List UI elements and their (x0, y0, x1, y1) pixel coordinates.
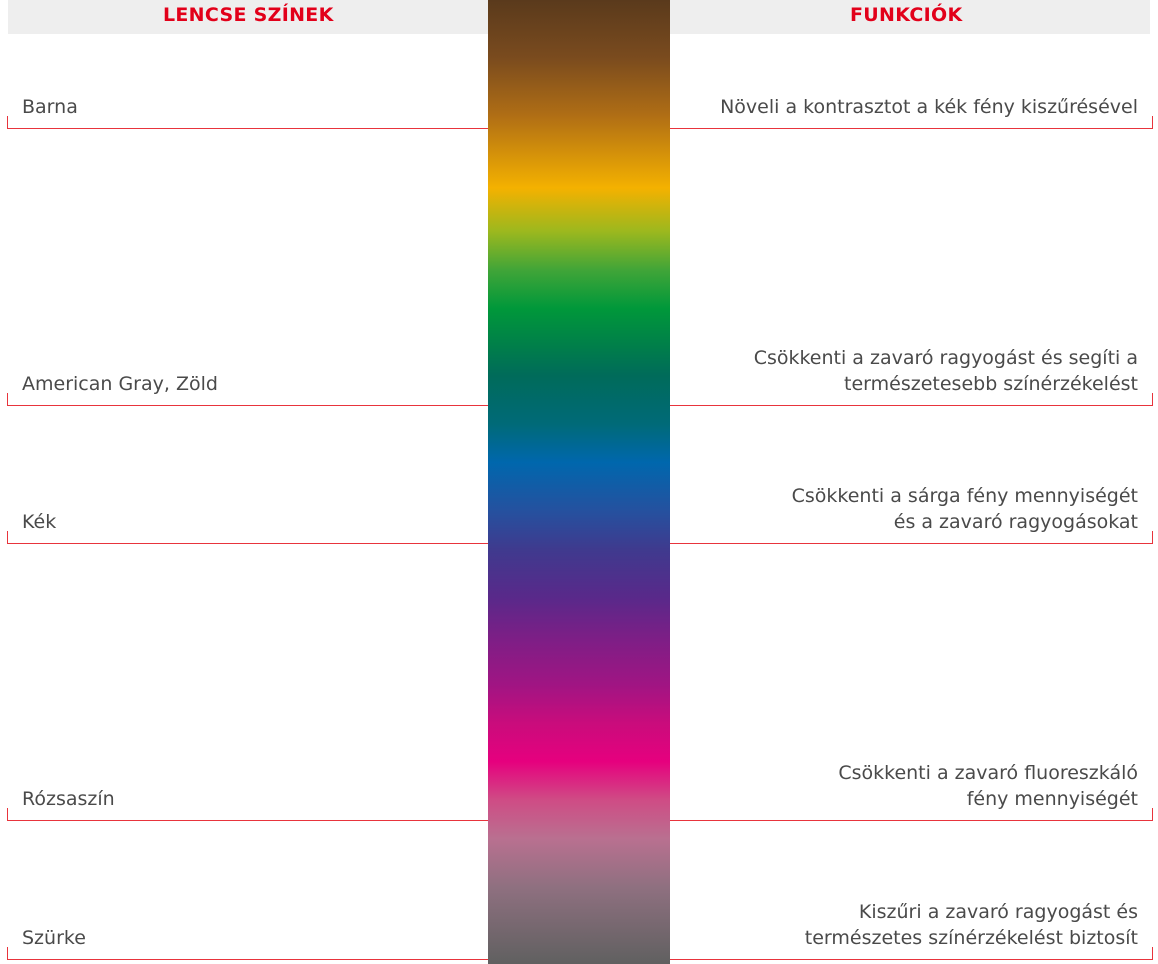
row-line-left (7, 405, 488, 406)
color-spectrum-bar (488, 0, 670, 964)
row-line-right (670, 543, 1153, 544)
row-tick-right (1152, 116, 1153, 128)
row-tick-left (7, 531, 8, 543)
row-tick-left (7, 393, 8, 405)
header-left-bar (8, 0, 488, 34)
lens-colors-heading: LENCSE SZÍNEK (163, 4, 334, 26)
lens-color-label: Rózsaszín (22, 788, 115, 810)
lens-color-label: Szürke (22, 927, 86, 949)
row-tick-left (7, 116, 8, 128)
row-line-right (670, 959, 1153, 960)
row-tick-left (7, 947, 8, 959)
row-line-left (7, 128, 488, 129)
row-tick-right (1152, 808, 1153, 820)
row-line-right (670, 405, 1153, 406)
lens-color-label: Barna (22, 96, 78, 118)
row-tick-right (1152, 947, 1153, 959)
functions-heading: FUNKCIÓK (850, 4, 963, 26)
lens-function-text: Csökkenti a zavaró fluoreszkáló fény mennyiségét (838, 762, 1138, 810)
row-line-left (7, 820, 488, 821)
lens-function-text: Csökkenti a zavaró ragyogást és segíti a természetesebb színérzékelést (753, 347, 1138, 395)
row-line-left (7, 959, 488, 960)
lens-color-label: Kék (22, 511, 57, 533)
lens-function-text: Növeli a kontrasztot a kék fény kiszűrésével (720, 96, 1138, 118)
row-tick-right (1152, 393, 1153, 405)
header-right-bar (670, 0, 1150, 34)
row-tick-right (1152, 531, 1153, 543)
lens-function-text: Csökkenti a sárga fény mennyiségét és a zavaró ragyogásokat (791, 485, 1138, 533)
lens-function-text: Kiszűri a zavaró ragyogást és természetes színérzékelést biztosít (804, 901, 1138, 949)
row-tick-left (7, 808, 8, 820)
row-line-right (670, 128, 1153, 129)
row-line-left (7, 543, 488, 544)
row-line-right (670, 820, 1153, 821)
lens-color-label: American Gray, Zöld (22, 373, 218, 395)
